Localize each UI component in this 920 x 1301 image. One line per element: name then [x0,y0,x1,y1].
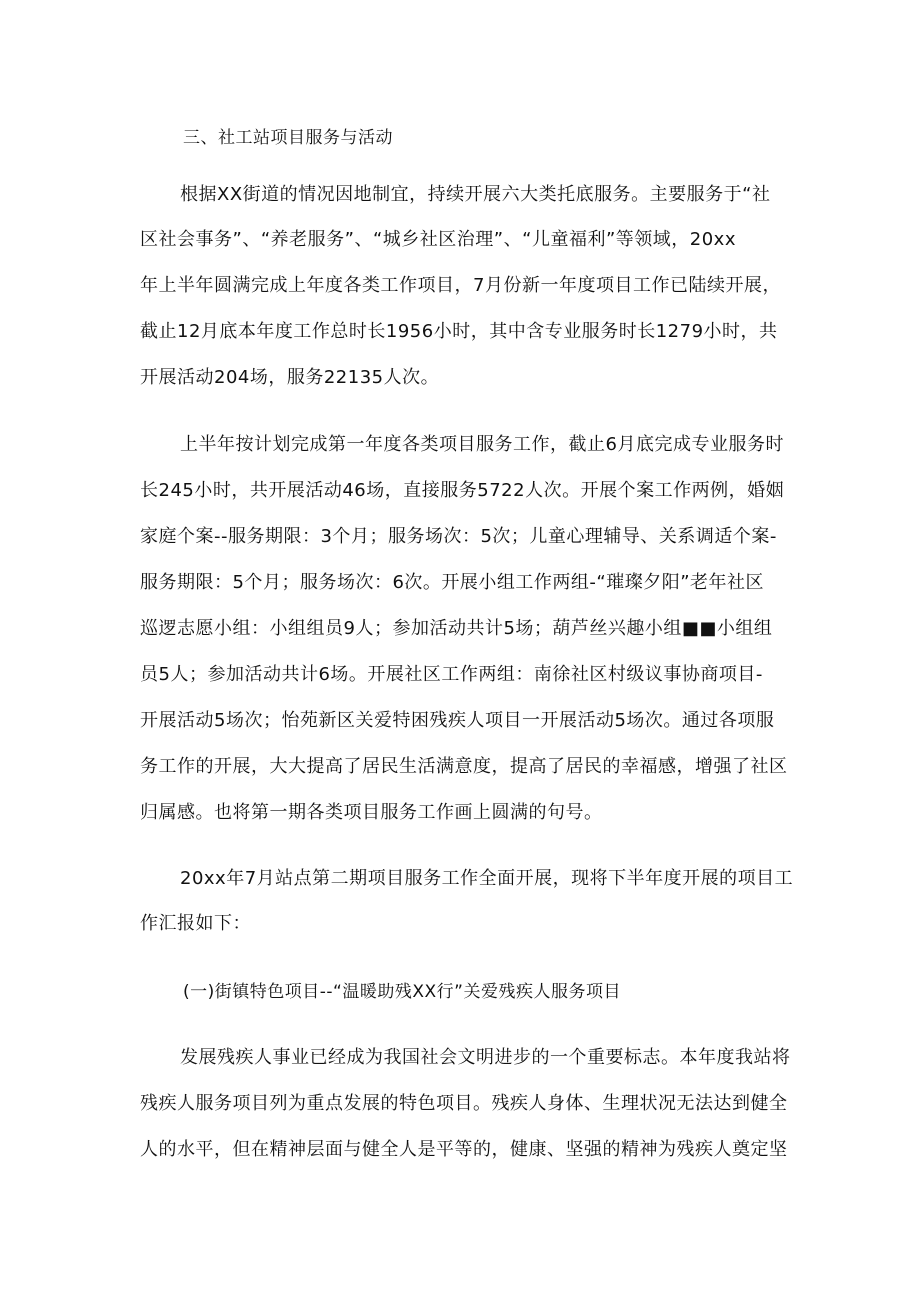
paragraph-line: 员5人；参加活动共计6场。开展社区工作两组：南徐社区村级议事协商项目- [140,664,763,685]
paragraph-line: 归属感。也将第一期各类项目服务工作画上圆满的句号。 [140,802,603,823]
paragraph-line: 开展活动5场次；怡苑新区关爱特困残疾人项目一开展活动5场次。通过各项服 [140,710,775,731]
paragraph-line: 家庭个案--服务期限：3个月；服务场次：5次；儿童心理辅导、关系调适个案- [140,526,777,547]
paragraph-line: 区社会事务”、“养老服务”、“城乡社区治理”、“儿童福利”等领域，20xx [140,229,736,250]
paragraph-line: 年上半年圆满完成上年度各类工作项目，7月份新一年度项目工作已陆续开展， [140,275,781,296]
paragraph-line: 根据XX街道的情况因地制宜，持续开展六大类托底服务。主要服务于“社 [180,184,771,205]
paragraph-line: 20xx年7月站点第二期项目服务工作全面开展，现将下半年度开展的项目工 [180,868,794,889]
paragraph-line: 发展残疾人事业已经成为我国社会文明进步的一个重要标志。本年度我站将 [180,1047,791,1068]
paragraph-line: 截止12月底本年度工作总时长1956小时，其中含专业服务时长1279小时，共 [140,321,778,342]
paragraph-line: 长245小时，共开展活动46场，直接服务5722人次。开展个案工作两例，婚姻 [140,480,785,501]
paragraph-line: 上半年按计划完成第一年度各类项目服务工作，截止6月底完成专业服务时 [180,434,784,455]
paragraph-line: 人的水平，但在精神层面与健全人是平等的，健康、坚强的精神为残疾人奠定坚 [140,1139,788,1160]
paragraph-line: 服务期限：5个月；服务场次：6次。开展小组工作两组-“璀璨夕阳”老年社区 [140,572,765,593]
paragraph-line: 务工作的开展，大大提高了居民生活满意度，提高了居民的幸福感，增强了社区 [140,756,788,777]
paragraph-line: 巡逻志愿小组：小组组员9人；参加活动共计5场；葫芦丝兴趣小组■■小组组 [140,618,773,639]
paragraph-line: 残疾人服务项目列为重点发展的特色项目。残疾人身体、生理状况无法达到健全 [140,1093,788,1114]
subheading: (一)街镇特色项目--“温暖助残XX行”关爱残疾人服务项目 [183,982,621,1002]
paragraph-line: 开展活动204场，服务22135人次。 [140,367,440,388]
section-heading: 三、社工站项目服务与活动 [183,128,393,148]
paragraph-line: 作汇报如下： [140,913,251,934]
